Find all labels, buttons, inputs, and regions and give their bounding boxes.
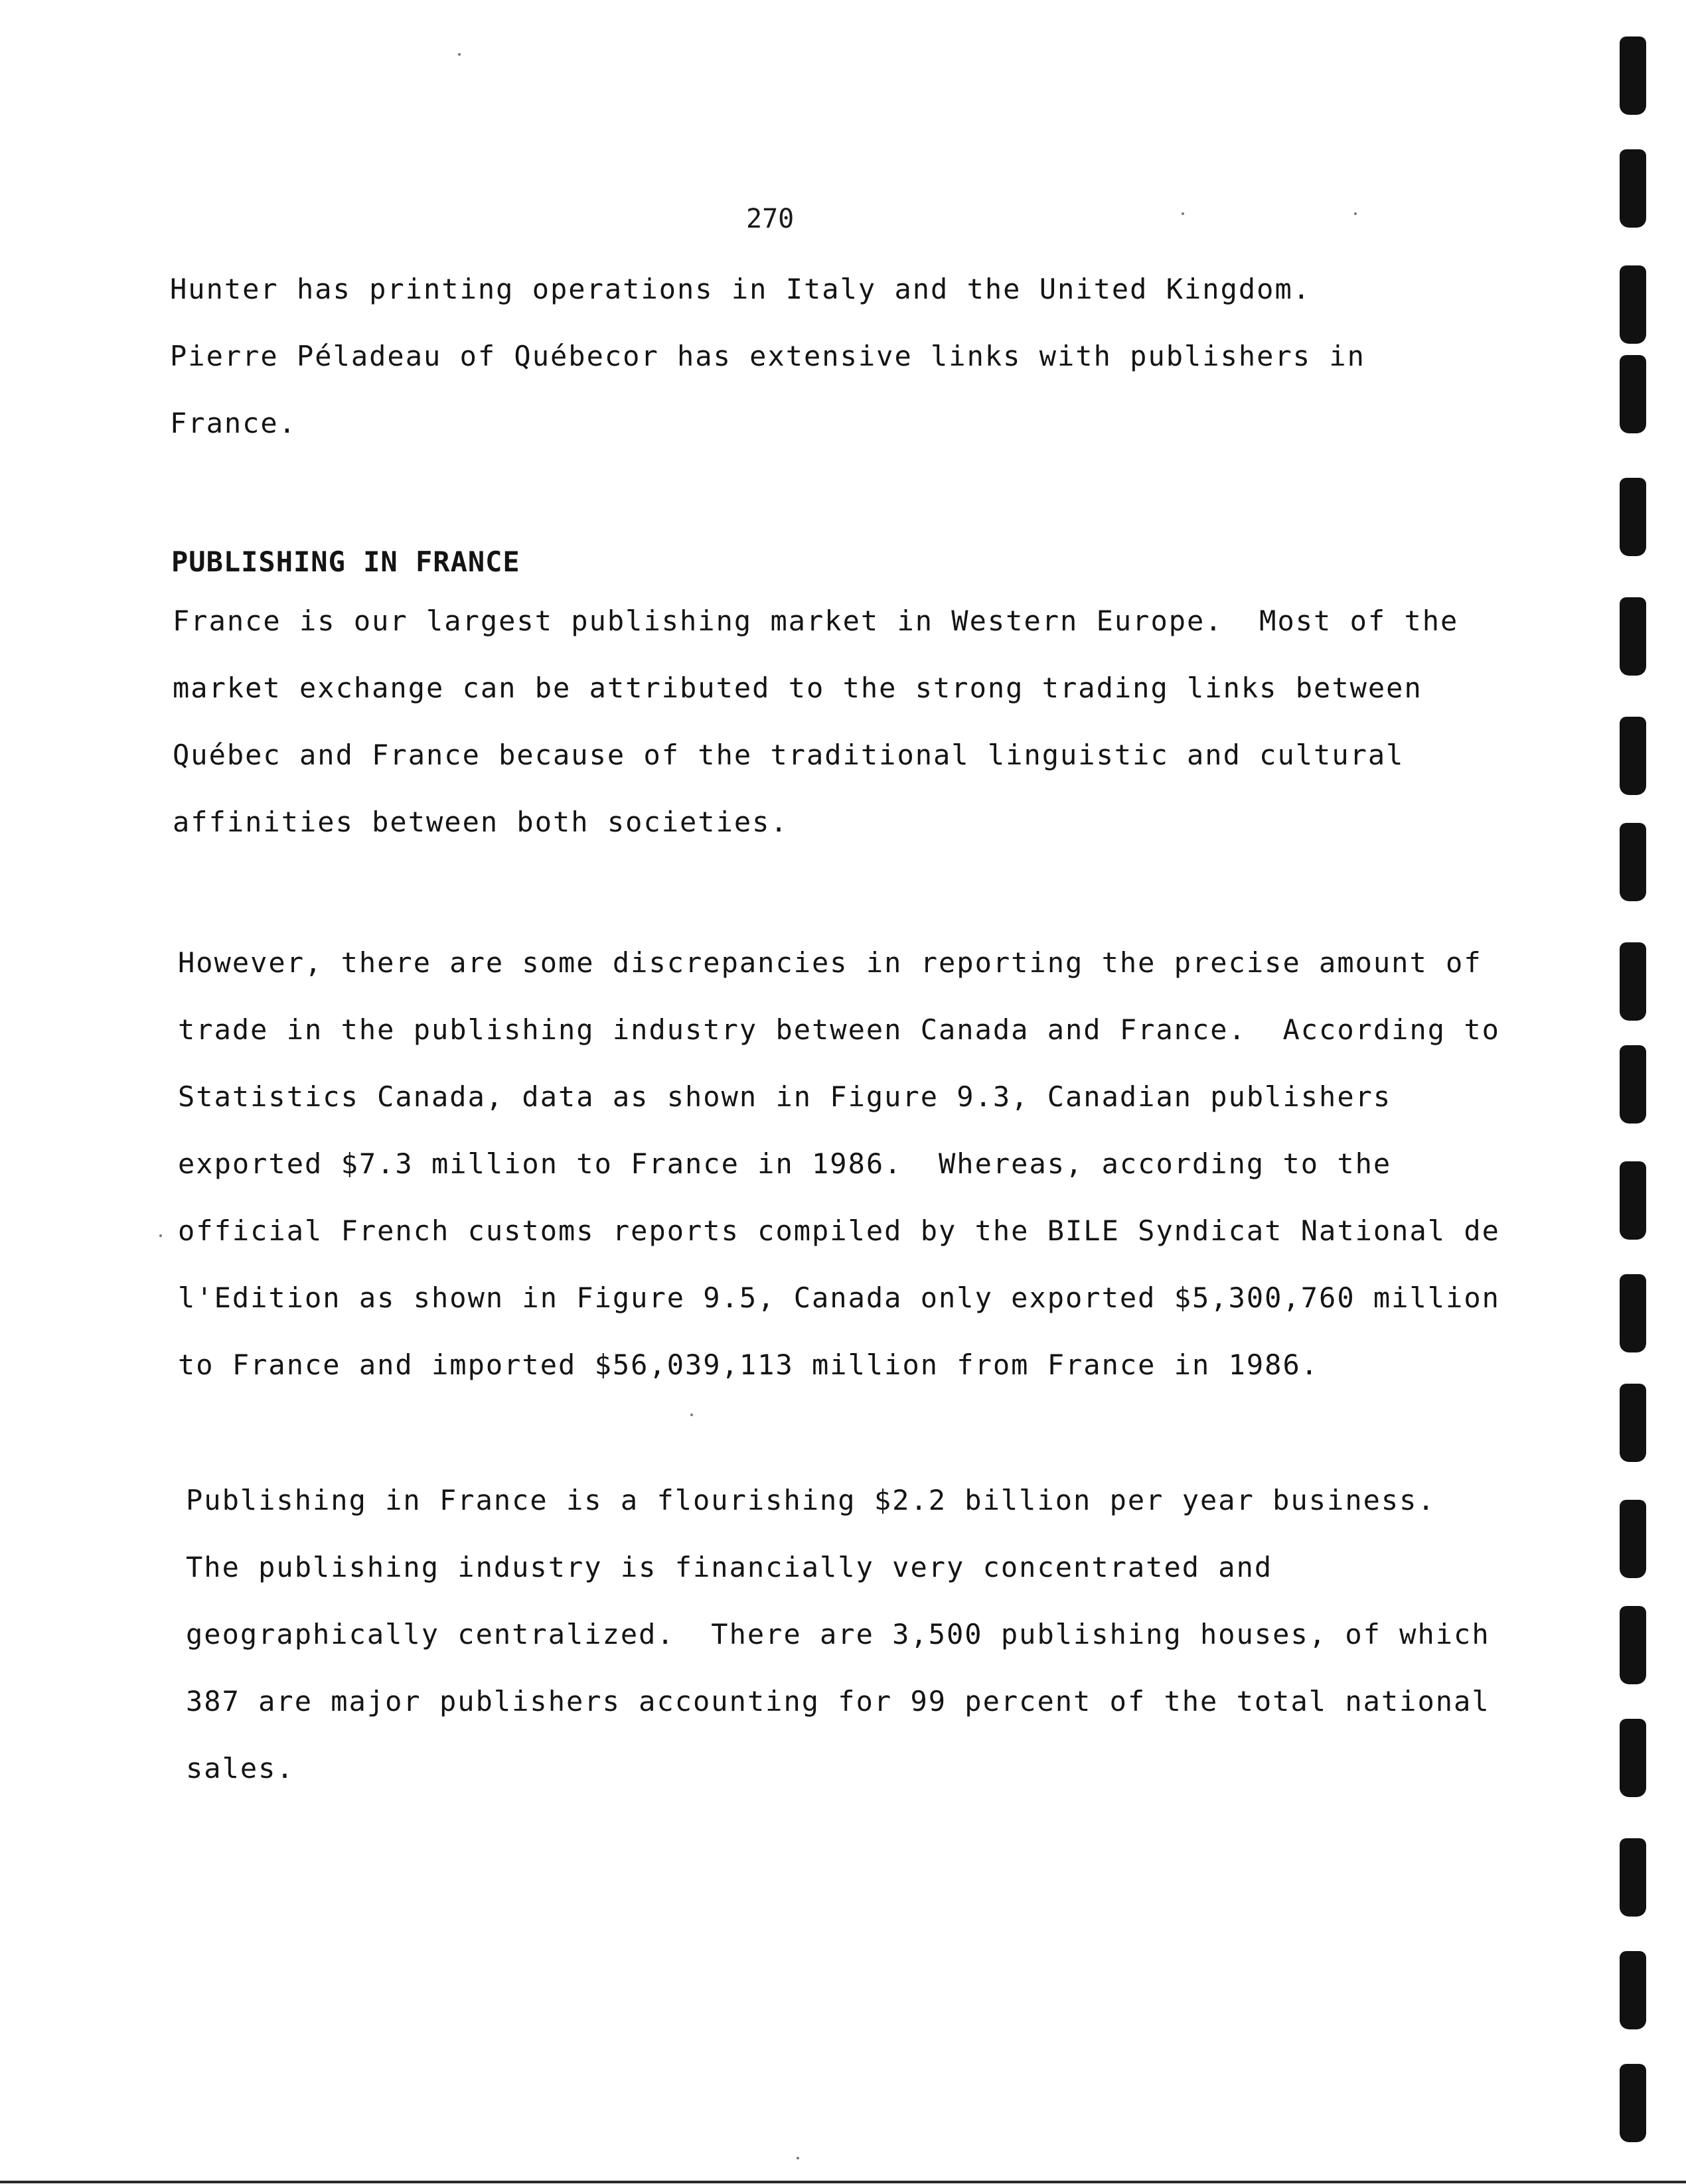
text-line: sales. [186, 1752, 295, 1784]
text-line: However, there are some discrepancies in reporting the precise amount of [178, 946, 1482, 979]
binding-hole [1620, 2064, 1646, 2142]
text-line: Québec and France because of the traditional linguistic and cultural [173, 739, 1405, 771]
scan-speck [1354, 212, 1357, 215]
text-line: official French customs reports compiled by the BILE Syndicat National de [178, 1214, 1500, 1247]
binding-hole [1620, 597, 1646, 676]
scan-edge-line [0, 2181, 1686, 2183]
text-line: France. [170, 407, 297, 439]
binding-hole [1620, 1838, 1646, 1917]
binding-hole [1620, 1500, 1646, 1578]
scan-speck [458, 53, 461, 56]
binding-hole [1620, 265, 1646, 344]
scan-speck [797, 2157, 799, 2159]
binding-hole [1620, 149, 1646, 228]
text-line: market exchange can be attributed to the strong trading links between [173, 672, 1422, 704]
text-line: to France and imported $56,039,113 million from France in 1986. [178, 1348, 1320, 1381]
binding-hole [1620, 355, 1646, 433]
text-line: l'Edition as shown in Figure 9.5, Canada only exported $5,300,760 million [178, 1281, 1500, 1314]
text-line: 387 are major publishers accounting for 99 percent of the total national [186, 1685, 1490, 1717]
section-heading: PUBLISHING IN FRANCE [171, 546, 520, 578]
binding-hole [1620, 1384, 1646, 1462]
binding-hole [1620, 942, 1646, 1021]
paragraph-2 [178, 929, 1500, 1398]
text-line: affinities between both societies. [173, 806, 789, 838]
text-line: exported $7.3 million to France in 1986. Whereas, according to the [178, 1147, 1392, 1180]
text-line: Publishing in France is a flourishing $2.2 billion per year business. [186, 1484, 1436, 1516]
intro-paragraph [170, 255, 1431, 457]
text-line: France is our largest publishing market in Western Europe. Most of the [173, 605, 1459, 637]
binding-hole [1620, 1951, 1646, 2029]
text-line: geographically centralized. There are 3,500 publishing houses, of which [186, 1618, 1490, 1650]
scan-speck [1182, 212, 1184, 215]
binding-hole [1620, 478, 1646, 556]
scan-speck [690, 1414, 693, 1416]
binding-hole [1620, 717, 1646, 795]
paragraph-3 [186, 1467, 1490, 1802]
binding-hole [1620, 823, 1646, 901]
binding-hole [1620, 1719, 1646, 1797]
text-line: trade in the publishing industry between Canada and France. According to [178, 1013, 1500, 1046]
binding-hole [1620, 1045, 1646, 1124]
binding-hole [1620, 1606, 1646, 1684]
binding-hole [1620, 1161, 1646, 1240]
scan-speck [159, 1234, 162, 1237]
text-line: Statistics Canada, data as shown in Figure 9.3, Canadian publishers [178, 1080, 1392, 1113]
text-line: Pierre Péladeau of Québecor has extensive links with publishers in [170, 340, 1365, 372]
paragraph-1 [173, 587, 1459, 855]
page-number: 270 [746, 204, 795, 234]
binding-hole [1620, 1274, 1646, 1352]
text-line: Hunter has printing operations in Italy and the United Kingdom. [170, 273, 1312, 305]
text-line: The publishing industry is financially very concentrated and [186, 1551, 1273, 1583]
binding-hole [1620, 36, 1646, 115]
